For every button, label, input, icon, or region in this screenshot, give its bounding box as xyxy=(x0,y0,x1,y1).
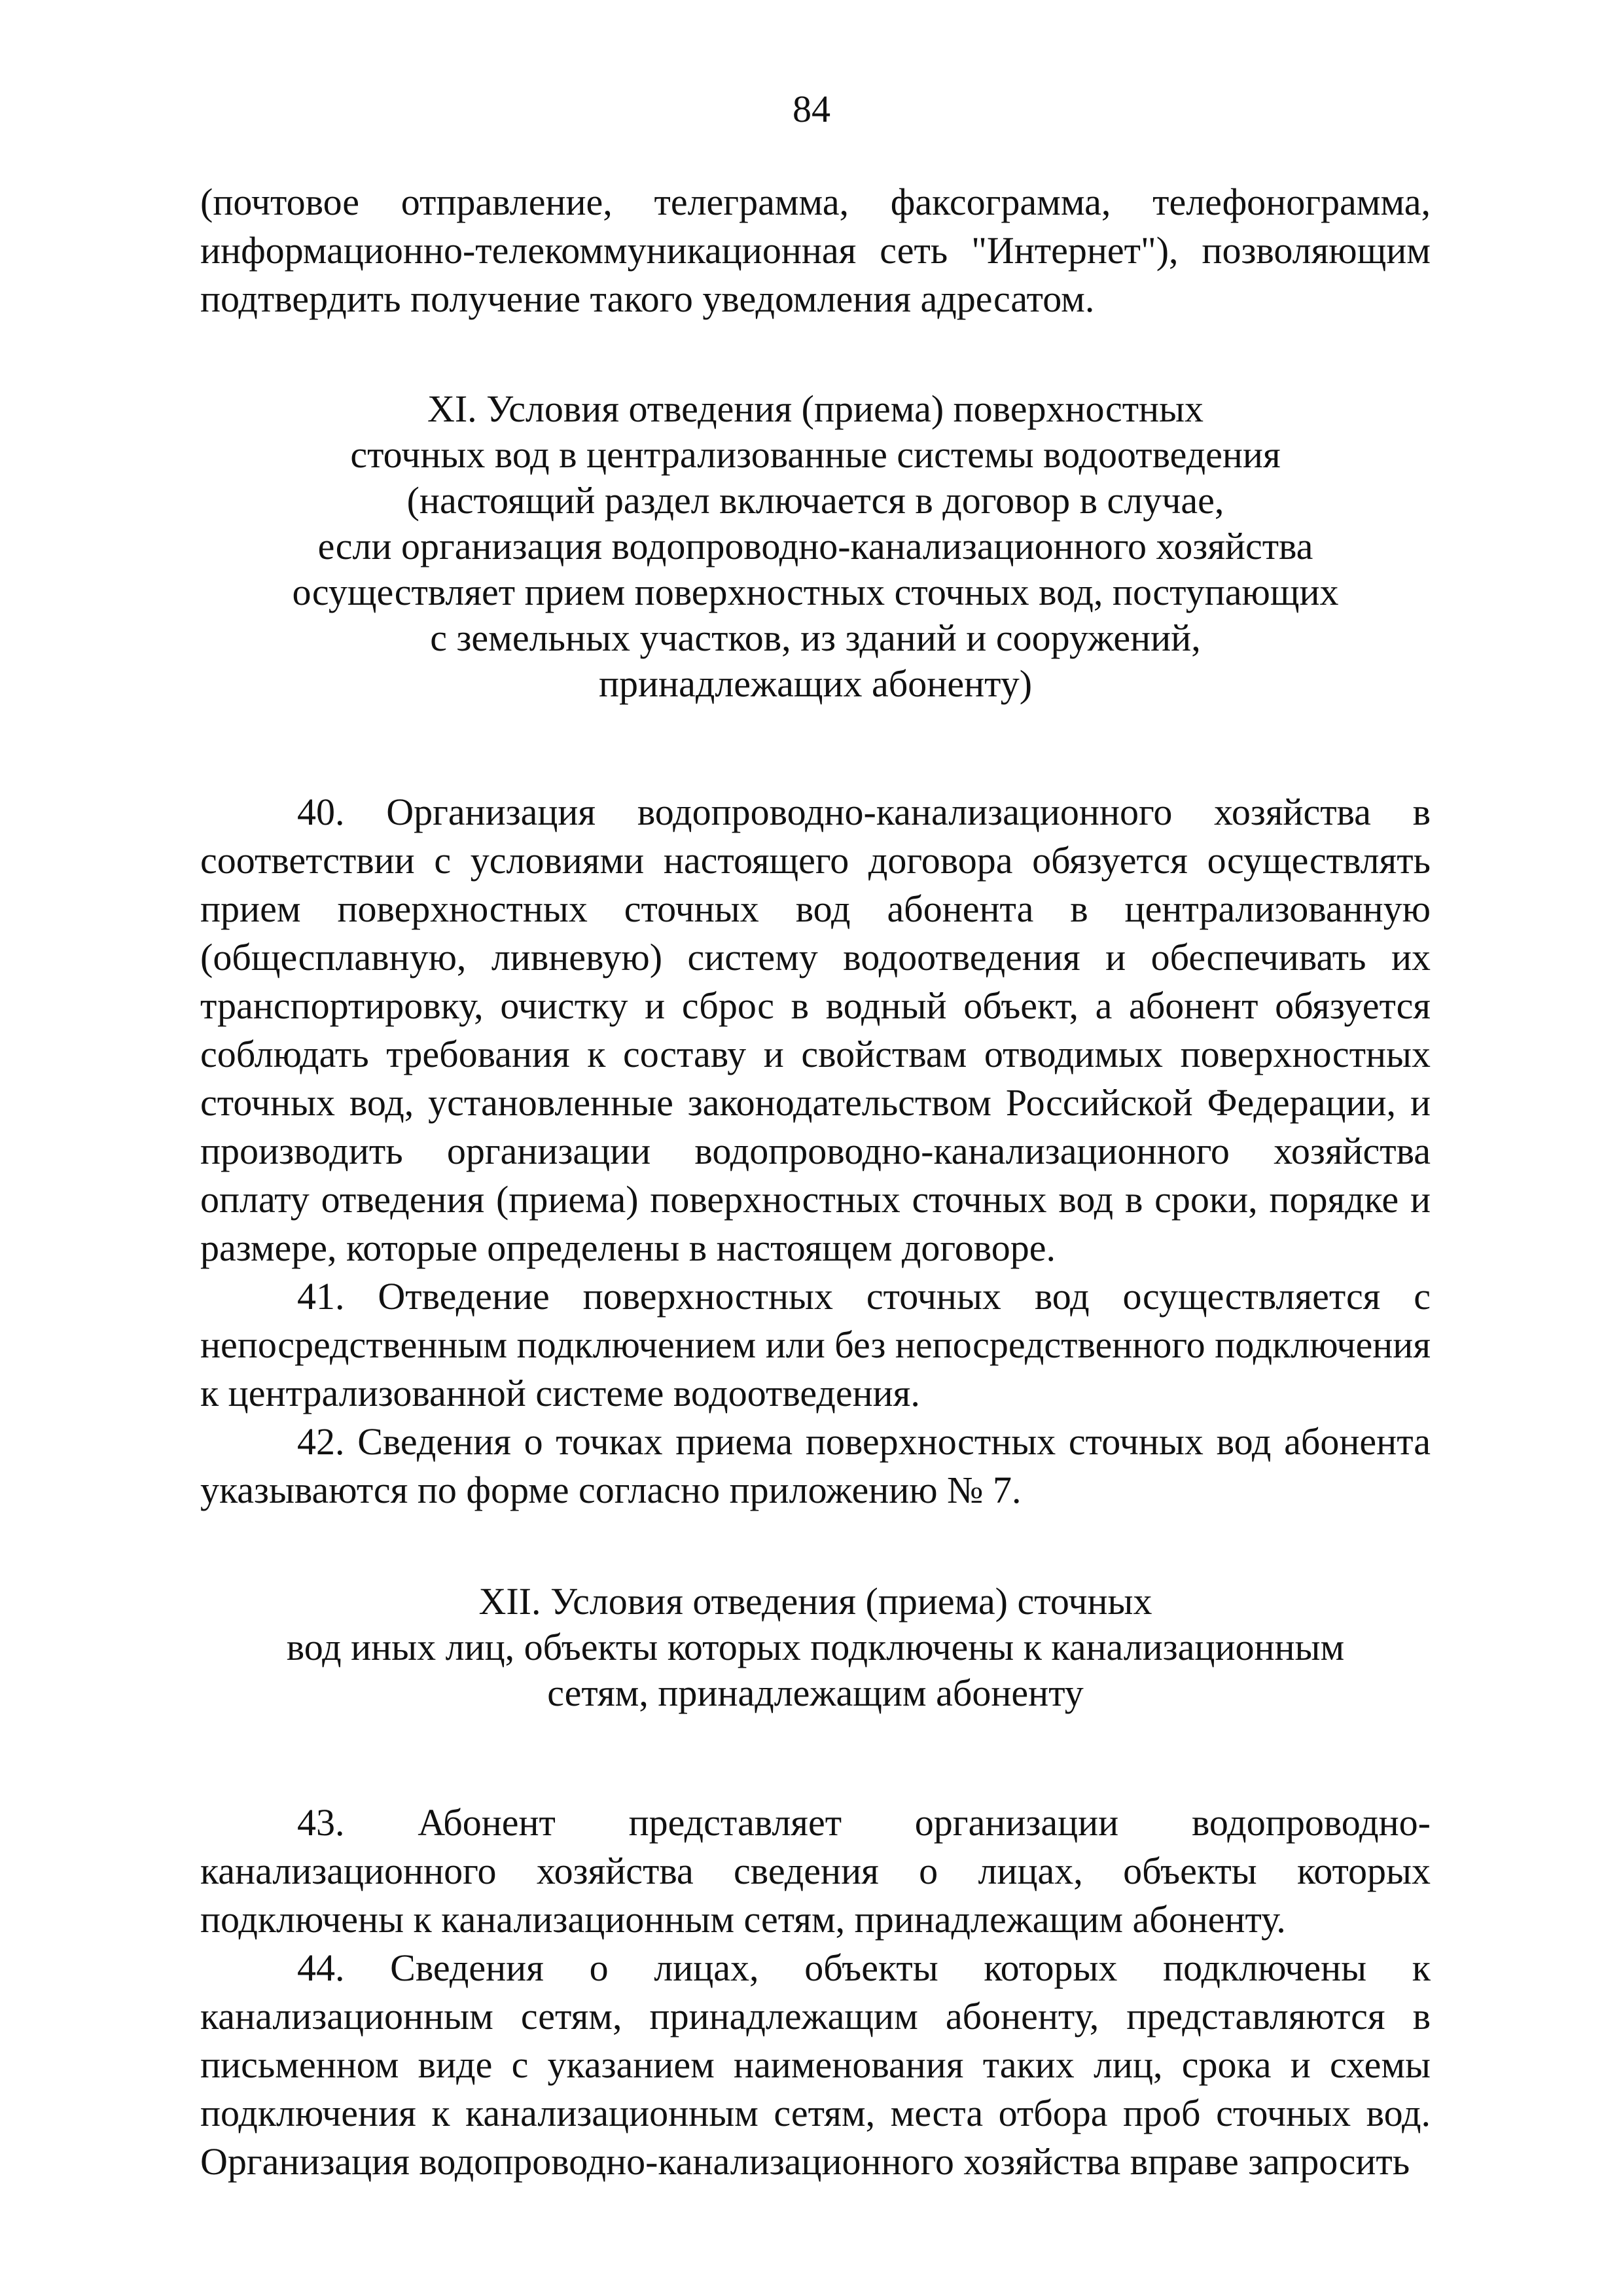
page-content xyxy=(200,178,1431,2186)
section-xii-heading-line: XII. Условия отведения (приема) сточных xyxy=(478,1580,1152,1623)
section-xi-heading-line: осуществляет прием поверхностных сточных вод, поступающих xyxy=(292,571,1339,613)
section-xii-heading-line: сетям, принадлежащим абоненту xyxy=(547,1672,1084,1714)
paragraph-44: 44. Сведения о лицах, объекты которых подключены к канализационным сетям, принадлежащим абоненту, представляются в письменном виде с указанием наименования таких лиц, срока и схемы подключения к канализационным сетям, места отбора проб сточных вод. Организация водопроводно-канализационного хозяйства вправе запросить xyxy=(200,1946,1431,2183)
intro-paragraph: (почтовое отправление, телеграмма, факсограмма, телефонограмма, информационно-телекоммуникационная сеть "Интернет"), позволяющим подтвердить получение такого уведомления адресатом. xyxy=(200,181,1431,320)
section-xi-heading-line: сточных вод в централизованные системы водоотведения xyxy=(350,433,1281,476)
paragraph-40: 40. Организация водопроводно-канализационного хозяйства в соответствии с условиями настоящего договора обязуется осуществлять прием поверхностных сточных вод абонента в централизованную (общесплавную, ливневую) систему водоотведения и обеспечивать их транспортировку, очистку и сброс в водный объект, а абонент обязуется соблюдать требования к составу и свойствам отводимых поверхностных сточных вод, установленные законодательством Российской Федерации, и производить организации водопроводно-канализационного хозяйства оплату отведения (приема) поверхностных сточных вод в сроки, порядке и размере, которые определены в настоящем договоре. xyxy=(200,791,1431,1269)
section-xii-heading-line: вод иных лиц, объекты которых подключены к канализационным xyxy=(286,1626,1345,1668)
section-xi-heading-line: с земельных участков, из зданий и сооружений, xyxy=(430,617,1201,659)
paragraph-42: 42. Сведения о точках приема поверхностных сточных вод абонента указываются по форме согласно приложению № 7. xyxy=(200,1420,1431,1511)
paragraph-43: 43. Абонент представляет организации водопроводно-канализационного хозяйства сведения о лицах, объекты которых подключены к канализационным сетям, принадлежащим абоненту. xyxy=(200,1801,1431,1941)
paragraph-41: 41. Отведение поверхностных сточных вод осуществляется с непосредственным подключением или без непосредственного подключения к централизованной системе водоотведения. xyxy=(200,1275,1431,1414)
section-xi-heading xyxy=(200,386,1431,707)
section-xi-heading-line: XI. Условия отведения (приема) поверхностных xyxy=(427,387,1204,430)
section-xi-heading-line: если организация водопроводно-канализационного хозяйства xyxy=(317,525,1313,567)
section-xi-heading-line: принадлежащих абоненту) xyxy=(598,662,1033,705)
section-xii-heading xyxy=(200,1579,1431,1716)
page-number: 84 xyxy=(793,88,830,130)
section-xi-heading-line: (настоящий раздел включается в договор в случае, xyxy=(406,479,1224,522)
